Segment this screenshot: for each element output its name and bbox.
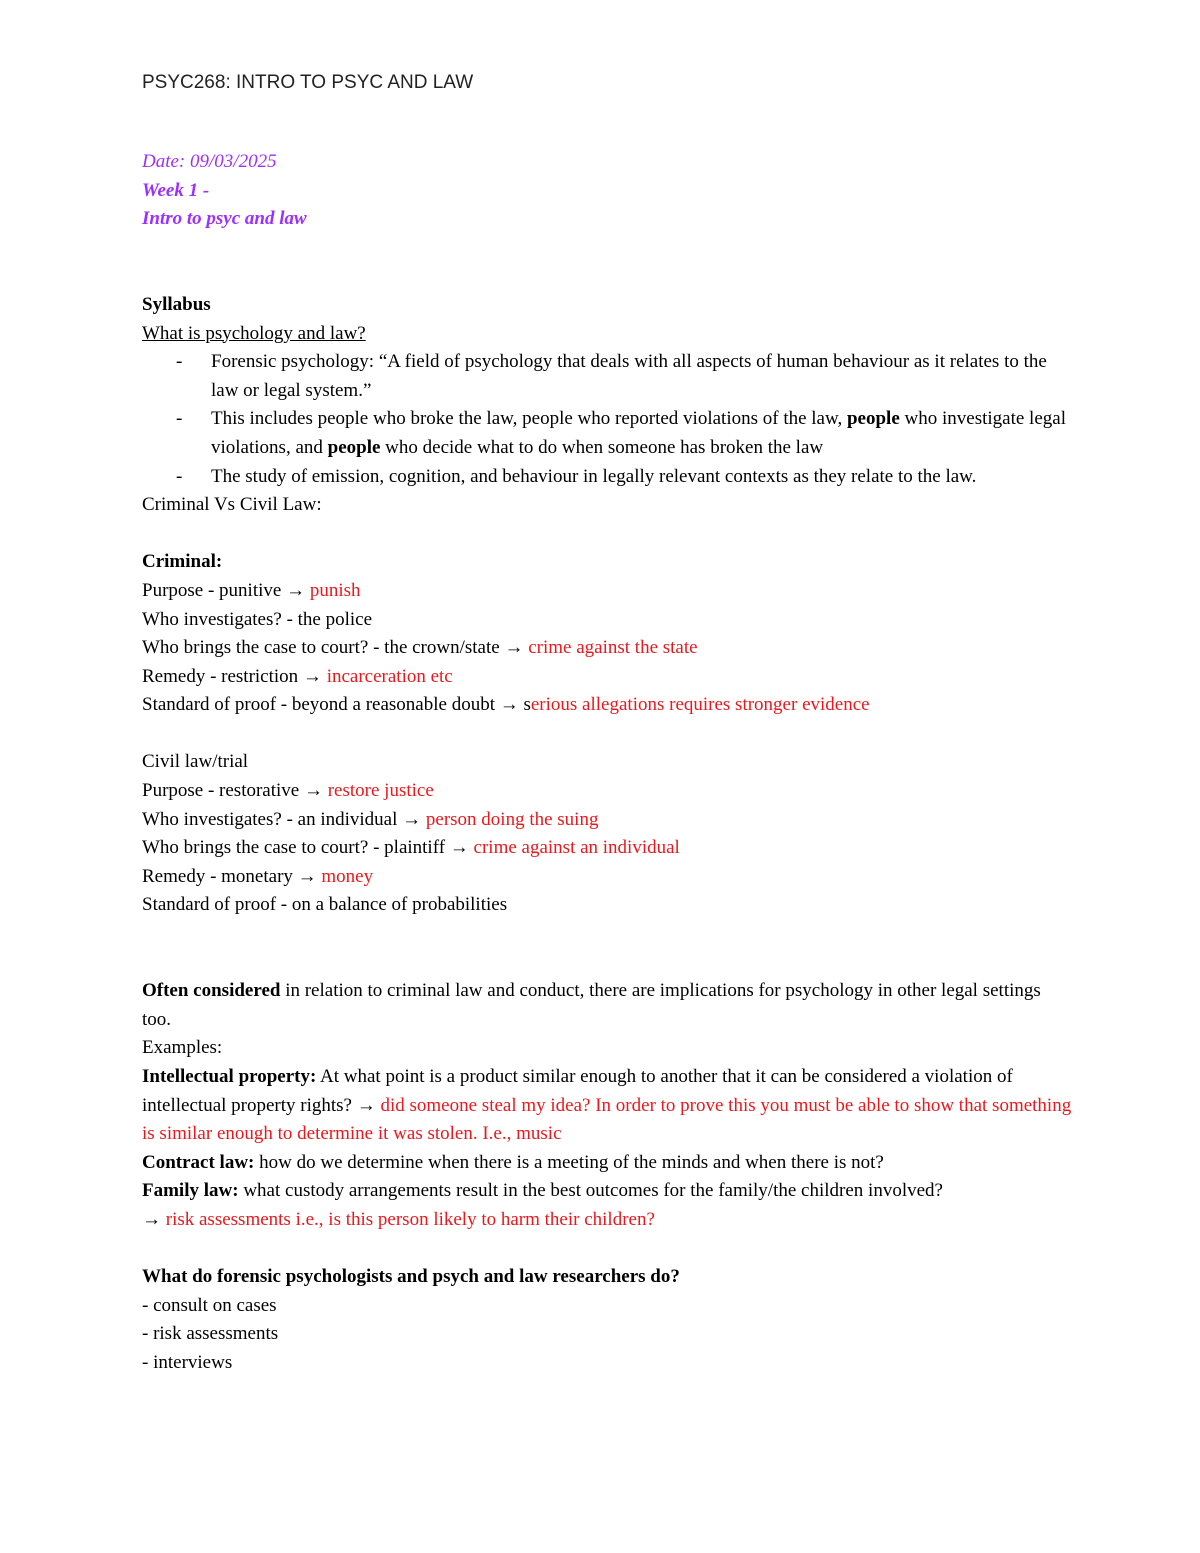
row-note: crime against an individual (473, 837, 680, 859)
row-note: erious allegations requires stronger evidence (530, 694, 870, 716)
document-content (142, 64, 1072, 1378)
bullet-dash: - (176, 408, 183, 430)
example-intellectual-property (142, 1063, 1072, 1149)
examples-label: Examples: (142, 1037, 223, 1059)
civil-row (142, 863, 1072, 892)
civil-heading: Civil law/trial (142, 751, 249, 773)
row-label: Remedy - restriction → (142, 665, 327, 687)
criminal-heading: Criminal: (142, 551, 223, 573)
example-label: Intellectual property: (142, 1066, 317, 1087)
row-note: person doing the suing (425, 808, 599, 830)
row-note: incarceration etc (326, 665, 453, 687)
intro-bold: Often considered (142, 980, 281, 1002)
criminal-row (142, 663, 1072, 692)
bullet-dash: - (176, 465, 183, 487)
row-label: Standard of proof - on a balance of probabilities (142, 894, 508, 916)
bullet-dash: - (176, 351, 183, 373)
criminal-row (142, 606, 1072, 635)
bullet-bold-word: people (846, 408, 900, 430)
example-arrow: → (142, 1208, 166, 1230)
syllabus-bullet-list (142, 348, 1072, 491)
bullet-text-part: who decide what to do when someone has broken the law (380, 436, 824, 458)
row-label: Remedy - monetary → (142, 865, 322, 887)
example-label: Family law: (142, 1180, 239, 1202)
bullet-text-part: This includes people who broke the law, people who reported violations of the law, (211, 408, 847, 430)
forensic-role-item: - risk assessments (142, 1323, 279, 1345)
syllabus-heading: Syllabus (142, 293, 211, 315)
example-text: what custody arrangements result in the best outcomes for the family/the children involved? (238, 1180, 943, 1202)
example-note: risk assessments i.e., is this person likely to harm their children? (165, 1208, 655, 1230)
lecture-date: Date: 09/03/2025 (142, 151, 277, 172)
intro-text: in relation to criminal law and conduct, there are implications for psychology in other legal settings too. (142, 980, 1041, 1030)
forensic-role-item: - interviews (142, 1351, 233, 1373)
forensic-role-item: - consult on cases (142, 1294, 277, 1316)
example-text: how do we determine when there is a meeting of the minds and when there is not? (254, 1151, 884, 1173)
course-header: PSYC268: INTRO TO PSYC AND LAW (142, 72, 474, 93)
row-label: Who brings the case to court? - the crown/state → (142, 637, 529, 659)
row-label: Who investigates? - an individual → (142, 808, 426, 830)
row-label: Standard of proof - beyond a reasonable doubt → s (142, 694, 531, 716)
syllabus-subheading: What is psychology and law? (142, 322, 366, 344)
lecture-week: Week 1 - (142, 179, 210, 201)
row-label: Who investigates? - the police (142, 608, 373, 630)
civil-row (142, 777, 1072, 806)
syllabus-bullet-3 (142, 463, 1072, 492)
comparison-title: Criminal Vs Civil Law: (142, 494, 322, 516)
bullet-text: The study of emission, cognition, and behaviour in legally relevant contexts as they relate to the law. (211, 465, 977, 487)
criminal-row (142, 577, 1072, 606)
row-label: Who brings the case to court? - plaintiff → (142, 837, 474, 859)
civil-row (142, 834, 1072, 863)
civil-row (142, 806, 1072, 835)
civil-row (142, 891, 1072, 920)
example-family-law (142, 1177, 1072, 1234)
other-settings-intro (142, 977, 1072, 1034)
example-label: Contract law: (142, 1151, 255, 1173)
syllabus-bullet-2 (142, 405, 1072, 462)
criminal-row (142, 634, 1072, 663)
forensic-roles-heading: What do forensic psychologists and psych and law researchers do? (142, 1266, 680, 1288)
bullet-text: Forensic psychology: “A field of psychology that deals with all aspects of human behaviour as it relates to the law or legal system.” (211, 351, 1047, 401)
row-label: Purpose - restorative → (142, 780, 328, 802)
example-note: did someone steal my idea? In order to prove this you must be able to show that something is similar enough to determine it was stolen. I.e., music (142, 1094, 1072, 1145)
criminal-row (142, 691, 1072, 720)
example-text: At what point is a product similar enough to another that it can be considered a violation of intellectual property rights? → (142, 1066, 1013, 1116)
row-label: Purpose - punitive → (142, 579, 310, 601)
row-note: restore justice (327, 780, 434, 802)
bullet-text-part: who investigate legal violations, and (211, 408, 1066, 458)
row-note: money (321, 865, 374, 887)
row-note: punish (309, 579, 361, 601)
row-note: crime against the state (528, 637, 698, 659)
lecture-topic: Intro to psyc and law (142, 208, 307, 230)
bullet-bold-word: people (327, 436, 381, 458)
example-contract-law (142, 1149, 1072, 1178)
syllabus-bullet-1 (142, 348, 1072, 405)
